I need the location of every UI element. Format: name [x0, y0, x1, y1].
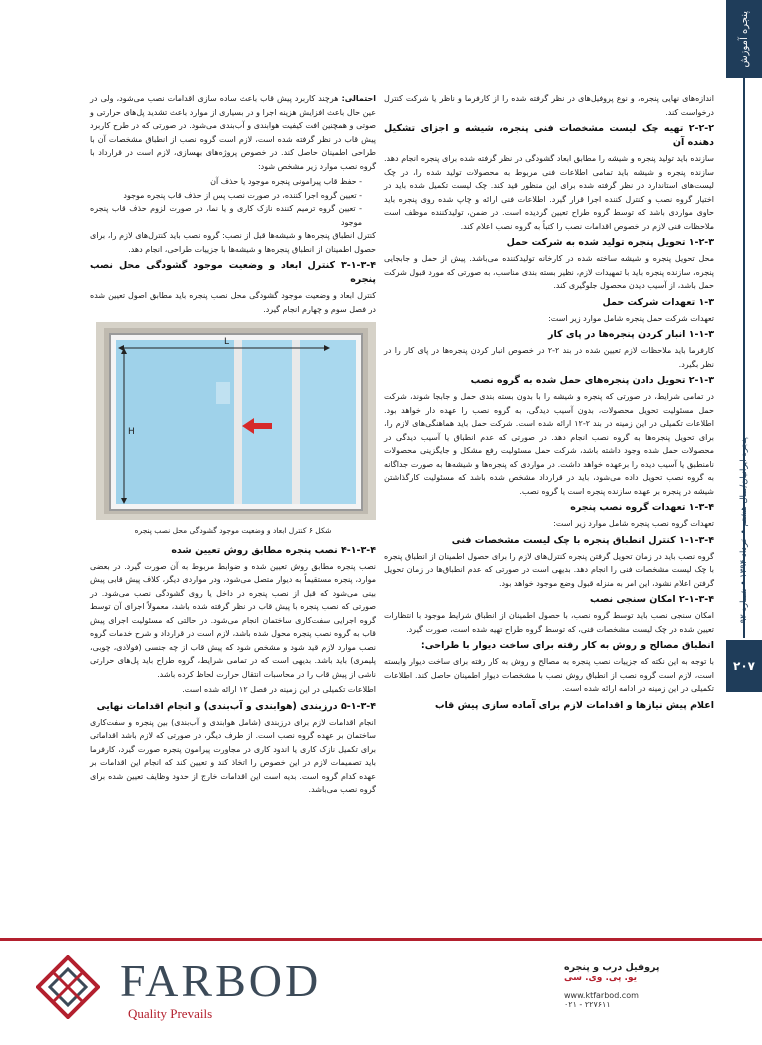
- paragraph: کنترل ابعاد و وضعیت موجود گشودگی محل نصب پنجره باید مطابق اصول تعیین شده در فصل سوم و چهارم انجام گیرد.: [90, 291, 376, 314]
- paragraph: تعهدات گروه نصب پنجره شامل موارد زیر است:: [553, 519, 714, 528]
- section-heading: ۲-۱-۳ تحویل دادن پنجره‌های حمل شده به گروه نصب: [470, 375, 714, 386]
- paragraph: محل تحویل پنجره و شیشه ساخته شده در کارخانه تولیدکننده می‌باشد. پیش از حمل و جابجایی پنجره، سازنده پنجره باید با تمهیدات لازم، نظیر بسته بندی مناسب، به صورتی که مورد قبول شرکت حمل باشد، از آسیب دیدن محصول جلوگیری کند.: [384, 254, 714, 290]
- right-glass-pane: [300, 340, 356, 504]
- height-label: H: [128, 427, 135, 437]
- product-subtitle: یو. پی. وی. سی: [564, 973, 637, 983]
- paragraph: امکان سنجی نصب باید توسط گروه نصب، با حصول اطمینان از انطباق شرایط موجود با انتظارات تعیین شده در چک لیست مشخصات فنی، که توسط گروه طراح تهیه شده است، صورت گیرد.: [384, 611, 714, 634]
- section-heading: ۱-۲-۳ تحویل پنجره تولید شده به شرکت حمل: [506, 237, 714, 248]
- product-title: پروفیل درب و پنجره: [564, 962, 660, 973]
- paragraph: کارفرما باید ملاحظات لازم تعیین شده در بند ۲-۲ در خصوص انبار کردن پنجره‌ها در پای کار را در نظر بگیرد.: [384, 346, 715, 369]
- lead-in: احتمالی:: [341, 94, 376, 103]
- section-heading: انطباق مصالح و روش به کار رفته برای ساخت دیوار با طراحی:: [420, 640, 714, 651]
- left-glass-pane: [116, 340, 234, 504]
- section-heading: ۱-۳ تعهدات شرکت حمل: [602, 296, 714, 308]
- width-label: L: [224, 337, 230, 347]
- paragraph: گروه نصب باید در زمان تحویل گرفتن پنجره کنترل‌های لازم را برای حصول اطمینان از انطباق پنجره با چک لیست مشخصات فنی را انجام دهد. بدیهی است در صورتی که عدم انطباق‌ها در زمان تحویل گرفتن اعلام نشود، این امر به منزله قبول وضع موجود خواهد بود.: [384, 551, 714, 588]
- section-heading: ۵-۱-۳-۴ درزبندی (هوابندی و آب‌بندی) و انجام اقدامات نهایی: [96, 700, 376, 712]
- section-heading: ۲-۱-۳-۴ امکان سنجی نصب: [590, 594, 714, 605]
- phone-number: ۰۲۱ - ۲۲۷۶۱۱: [564, 1000, 611, 1009]
- paragraph-text: هرچند کاربرد پیش قاب باعث ساده سازی اقدامات نصب می‌شود، ولی در عین حال باعث افزایش هزینه اجرا و در بسیاری از موارد باعث تشدید پل‌های حرارتی و صوتی و همچنین افت کیفیت هوابندی و آب‌بندی می‌شود. در صورتی که در طرح کاربرد پیش قاب در نظر گرفته شده است، لازم است گروه نصب از انطباق مشخصات آن با طراحی اطمینان حاصل کند. در خصوص پروژه‌های بهسازی، لازم است در قرارداد با گروه نصب موارد زیر مشخص شود:: [90, 94, 376, 171]
- window-diagram: [96, 322, 376, 520]
- section-heading: ۴-۱-۳-۴ نصب پنجره مطابق روش تعیین شده: [171, 544, 376, 556]
- footer-info: [564, 962, 714, 1009]
- paragraph: انجام اقدامات لازم برای درزبندی (شامل هوابندی و آب‌بندی) بین پنجره و سفت‌کاری ساختمان بر عهده گروه نصب است. از طرف دیگر، در صورتی که لازم باشد اقداماتی برای تکمیل نازک کاری یا اندود کاری در مجاورت پیرامون پنجره صورت گیرد، کارفرما باید تصمیمات لازم در این خصوص را اتخاذ کند و تعیین کند که انجام این اقدامات بر عهده کدام گروه است. بدیه است این اقدامات خارج از حدود وظایف تعیین شده برای گروه نصب می‌باشد.: [90, 717, 376, 794]
- window-opening-figure: [96, 322, 376, 520]
- paragraph: کنترل انطباق پنجره‌ها و شیشه‌ها قبل از نصب: گروه نصب باید کنترل‌های لازم را، برای حصول اطمینان از انطباق پنجره‌ها و شیشه‌ها با جزییات طراحی، انجام دهد.: [90, 231, 376, 254]
- section-heading: ۲-۲-۲ تهیه چک لیست مشخصات فنی پنجره، شیشه و اجزای تشکیل دهنده آن: [384, 123, 714, 148]
- section-tab-label: پنجره آموزش: [738, 10, 750, 68]
- section-heading: ۱-۳-۴ تعهدات گروه نصب پنجره: [570, 502, 714, 513]
- website-link[interactable]: www.ktfarbod.com: [564, 991, 639, 1000]
- list-item: - حفظ قاب پیرامونی پنجره موجود یا حذف آن: [210, 177, 362, 186]
- issue-meta: [730, 420, 758, 640]
- brand-name: FARBOD: [120, 955, 322, 1006]
- section-heading: ۱-۱-۳-۴ کنترل انطباق پنجره با چک لیست مشخصات فنی: [451, 534, 714, 546]
- section-heading: ۳-۱-۳-۴ کنترل ابعاد و وضعیت موجود گشودگی محل نصب پنجره: [90, 260, 376, 285]
- list-item: - تعیین گروه اجرا کننده، در صورت نصب پس از حذف قاب پنجره موجود: [123, 190, 362, 200]
- paragraph: با توجه به این نکته که جزییات نصب پنجره به مصالح و روش به کار رفته برای ساخت دیوار وابسته است، لازم است گروه نصب از انطباق روش نصب با مشخصات دیوار اطمینان حاصل کند. اطلاعات تکمیلی در این زمینه در ادامه ارائه شده است.: [384, 657, 714, 693]
- paragraph: سازنده باید تولید پنجره و شیشه را مطابق ابعاد گشودگی در نظر گرفته شده برای پنجره انجام دهد. سازنده پنجره و شیشه باید تمامی اطلاعات فنی مربوط به محصولات تولید شده را، در چک لیست‌های استاندارد در نظر گرفته شده برای این منظور قید کند. چک لیست تکمیل شده باید در اختیار گروه نصب و کنترل کننده اجرا قرار گیرد. اطلاعات فنی ارائه و چاپ شده روی پنجره باید حاوی مواردی باشد که توسط گروه طراح تعیین گردیده است. در ضمن، تولیدکننده موظف است ملاحظات فنی لازم در خصوص اقدامات نصب را کتباً به گروه نصب اعلام کند.: [384, 154, 714, 231]
- footer-rule: [0, 938, 762, 941]
- mullion: [234, 340, 242, 504]
- right-column: [384, 92, 714, 715]
- section-tab: [726, 0, 762, 78]
- figure-caption: شکل ۶ کنترل ابعاد و وضعیت موجود گشودگی محل نصب پنجره: [134, 526, 332, 535]
- section-heading: اعلام پیش نیازها و اقدامات لازم برای آماده سازی پیش قاب: [434, 699, 714, 711]
- list-item: - تعیین گروه ترمیم کننده نازک کاری و یا نما، در صورت لزوم حذف قاب پنجره موجود: [90, 204, 362, 227]
- paragraph: اندازه‌های نهایی پنجره، و نوع پروفیل‌های در نظر گرفته شده را از کارفرما و ناظر یا شرکت کنترل درخواست کند.: [384, 94, 714, 117]
- paragraph: اطلاعات تکمیلی در این زمینه در فصل ۱۲ ارائه شده است.: [182, 685, 376, 694]
- paragraph: تعهدات شرکت حمل پنجره شامل موارد زیر است:: [548, 313, 714, 323]
- left-column: [90, 92, 376, 799]
- section-heading: ۱-۱-۳ انبار کردن پنجره‌ها در پای کار: [548, 329, 714, 340]
- paragraph: در تمامی شرایط، در صورتی که پنجره و شیشه را با بدون بسته بندی حمل و جابجا شوند، شرکت حمل مسئولیت تحویل محصولات، بدون آسیب دیدگی، به گروه نصب را عهده دار خواهد بود. اطلاعات تکمیلی در این زمینه در بند ۲-۱۲ ارائه شده است. شرکت حمل باید هماهنگی‌های لازم را، برای تحویل پنجره‌ها به گروه نصب انجام دهد. در صورتی که عدم انطباق یا آسیب دیدگی در محصولات حمل شده وجود داشته باشد، شرکت حمل مسئولیت رفع مشکل و جایگزینی محصولات نامنطبق یا آسیب دیده را برعهده خواهد داشت. در مواردی که پنجره‌ها و شیشه‌ها به صورت جداگانه به گروه نصب تحویل داده می‌شود، باید در قرارداد مشخص شده باشد که مسئولیت کارگذاشتن شیشه در پنجره بر عهده سازنده پنجره است یا گروه نصب.: [384, 392, 714, 496]
- brand-tagline: Quality Prevails: [128, 1006, 213, 1021]
- glass-highlight: [216, 382, 230, 404]
- paragraph: [90, 92, 376, 173]
- page-number: ۲۰۷: [726, 640, 762, 692]
- mullion: [292, 340, 300, 504]
- farbod-logo-icon: [36, 955, 100, 1019]
- issue-meta-text: پنجره ایرانیان/سال هشتم • خرداد ۱۳۹۴ • شماره ۹۲: [739, 436, 749, 624]
- requirement-list: [90, 175, 376, 229]
- paragraph: نصب پنجره مطابق روش تعیین شده و ضوابط مربوط به آن صورت گیرد. در بعضی موارد، پنجره مستقیماً به دیوار متصل می‌شود، ودر مواردی دیگر، کلاف پیش قابی پیش بینی می‌شود که قبل از نصب پنجره در داخل یا روی گشودگی نصب می‌شود. در صورتی که نصب پنجره با پیش قاب در نظر گرفته شده باشد، معمولاً اجرای آن توسط گروه اجرایی سفت‌کاری ساختمان انجام می‌شود. در حالتی که مسئولیت اجرای پیش قاب به گروه نصب پنجره محول شده باشد، لازم است در قرارداد و شرح خدمات گروه نصب موارد لازم قید شود و مشخص شود که پیش قاب از چه جنسی (فولادی، چوبی، پلیمری) باید باشد. بدیهی است که در تمامی شرایط، گروه طراح باید پل‌های حرارتی ناشی از پیش قاب را در محاسبات انتقال حرارت لحاظ کرده باشد.: [90, 561, 376, 679]
